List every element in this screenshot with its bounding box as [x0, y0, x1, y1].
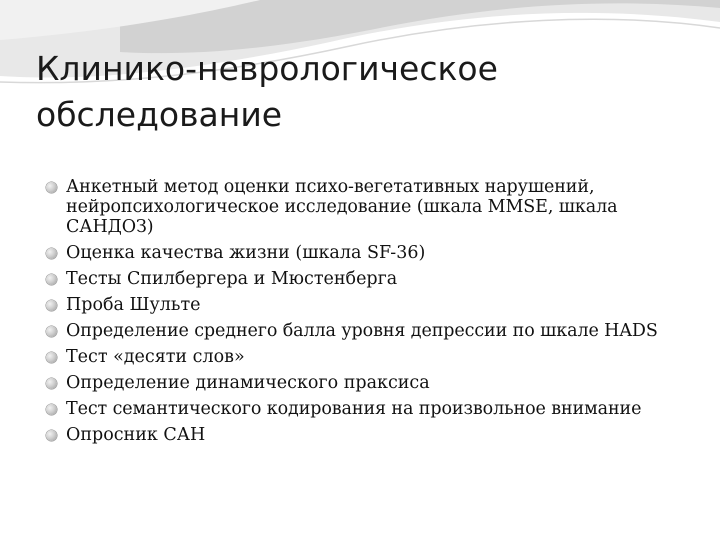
bullet-item	[42, 347, 692, 367]
bullet-dot-icon	[46, 274, 57, 285]
bullet-text: Тест семантического кодирования на произвольное внимание	[66, 399, 642, 419]
bullet-text: Опросник САН	[66, 425, 206, 445]
slide-title-line-1: Клинико-неврологическое	[36, 49, 498, 88]
bullet-dot-icon	[46, 248, 57, 259]
bullet-text: Определение среднего балла уровня депрессии по шкале HADS	[66, 321, 658, 341]
slide-title-line-2: обследование	[36, 95, 283, 134]
bullet-text: Определение динамического праксиса	[66, 373, 430, 393]
bullet-item	[42, 321, 692, 341]
bullet-item	[42, 243, 692, 263]
bullet-text: Оценка качества жизни (шкала SF-36)	[66, 243, 426, 263]
bullet-dot-icon	[46, 430, 57, 441]
bullet-text: Проба Шульте	[66, 295, 201, 315]
bullet-dot-icon	[46, 182, 57, 193]
bullet-text: Тест «десяти слов»	[66, 347, 245, 367]
bullet-item	[42, 269, 692, 289]
bullet-item	[42, 399, 692, 419]
slide-title	[36, 46, 676, 138]
bullet-dot-icon	[46, 300, 57, 311]
bullet-text: Анкетный метод оценки психо-вегетативных нарушений, нейропсихологическое исследование (шкала MMSE, шкала САНДОЗ)	[66, 177, 618, 237]
bullet-list	[42, 177, 692, 451]
bullet-item	[42, 425, 692, 445]
bullet-text: Тесты Спилбергера и Мюстенберга	[66, 269, 398, 289]
bullet-dot-icon	[46, 404, 57, 415]
bullet-item	[42, 373, 692, 393]
bullet-dot-icon	[46, 326, 57, 337]
bullet-dot-icon	[46, 378, 57, 389]
bullet-dot-icon	[46, 352, 57, 363]
bullet-item	[42, 177, 692, 237]
bullet-item	[42, 295, 692, 315]
